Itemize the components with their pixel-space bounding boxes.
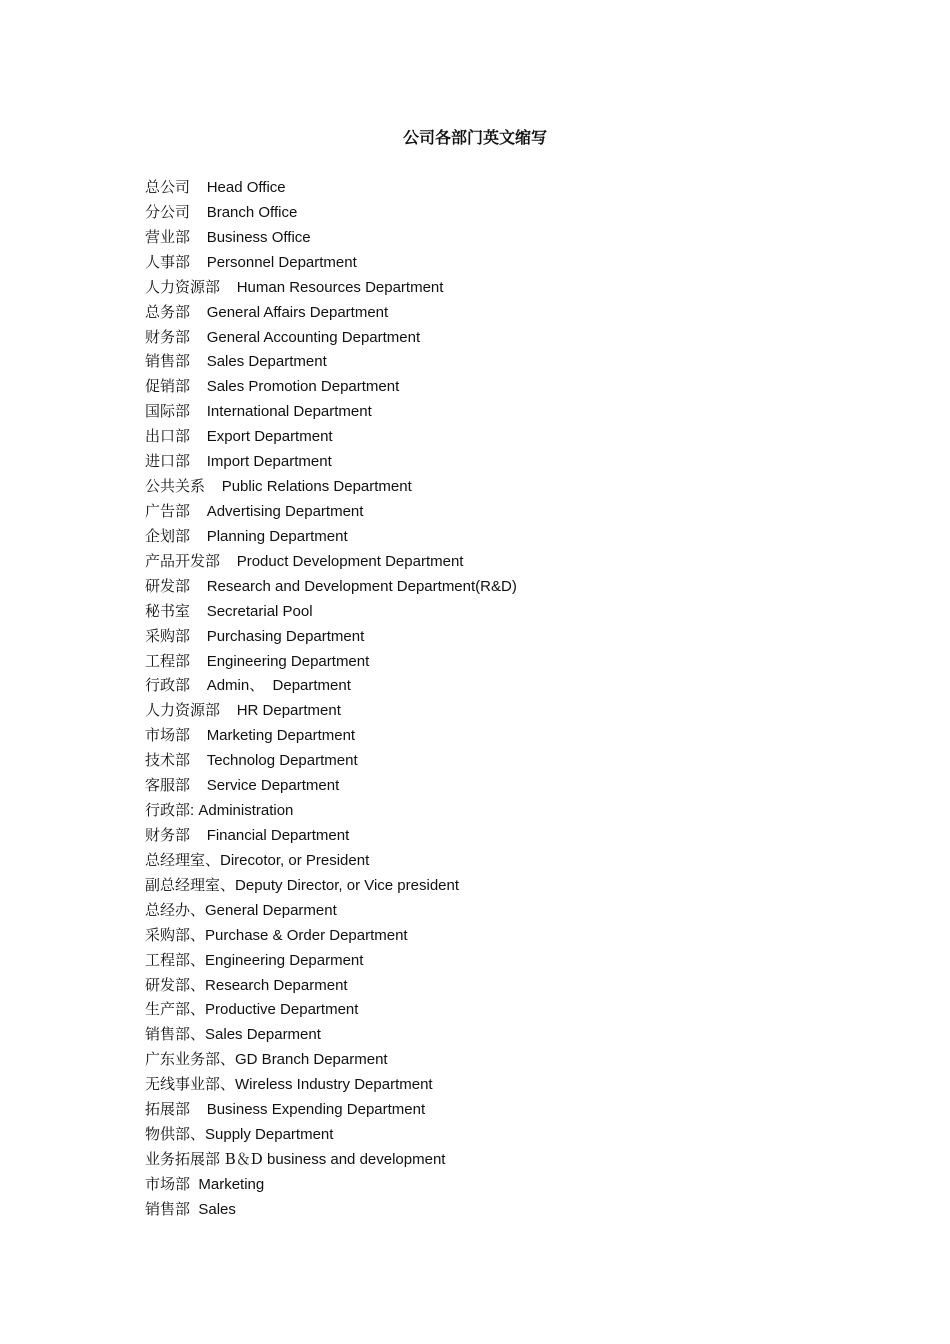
department-entry bbox=[145, 748, 845, 773]
department-name-en: Admin、 Department bbox=[206, 677, 351, 695]
department-entry bbox=[145, 325, 845, 350]
department-entry bbox=[145, 1097, 845, 1122]
department-name-en: business and development bbox=[267, 1150, 446, 1168]
entry-separator bbox=[190, 777, 207, 794]
entry-separator bbox=[190, 378, 207, 395]
entry-separator bbox=[190, 628, 207, 645]
department-entry bbox=[145, 549, 845, 574]
department-name-cn: 物供部、 bbox=[145, 1125, 206, 1144]
department-entry bbox=[145, 1197, 845, 1222]
department-name-cn: 总经办、 bbox=[145, 900, 206, 919]
department-name-en: Personnel Department bbox=[206, 253, 357, 271]
entry-separator bbox=[190, 353, 207, 370]
department-name-cn: 出口部 bbox=[145, 427, 191, 446]
department-name-en: Sales bbox=[198, 1200, 236, 1218]
entry-separator bbox=[190, 752, 207, 769]
department-name-en: Advertising Department bbox=[206, 502, 364, 520]
department-entry bbox=[145, 1047, 845, 1072]
department-name-en: Planning Department bbox=[206, 527, 348, 545]
entry-separator bbox=[190, 428, 207, 445]
department-name-en: Wireless Industry Department bbox=[235, 1076, 433, 1094]
department-name-cn: 采购部 bbox=[145, 626, 191, 645]
department-entry bbox=[145, 997, 845, 1022]
department-name-en: Direcotor, or President bbox=[220, 851, 370, 869]
department-name-en: Marketing bbox=[198, 1175, 265, 1193]
department-name-en: Public Relations Department bbox=[221, 478, 412, 496]
department-name-cn: 技术部 bbox=[145, 751, 191, 770]
department-name-en: Import Department bbox=[206, 453, 332, 471]
department-name-en: Sales Deparment bbox=[205, 1026, 321, 1044]
department-entry bbox=[145, 1147, 845, 1172]
department-entry bbox=[145, 873, 845, 898]
entry-separator bbox=[190, 503, 207, 520]
entry-separator bbox=[190, 179, 207, 196]
department-name-cn: 市场部 bbox=[145, 1174, 191, 1193]
department-name-cn: 研发部、 bbox=[145, 975, 206, 994]
department-name-cn: 企划部 bbox=[145, 526, 191, 545]
entry-separator bbox=[190, 677, 207, 694]
department-entry bbox=[145, 200, 845, 225]
department-name-en: Head Office bbox=[206, 179, 286, 196]
entry-separator bbox=[190, 727, 207, 744]
department-name-cn: 促销部 bbox=[145, 377, 191, 396]
entry-separator bbox=[220, 702, 237, 719]
entry-separator bbox=[190, 254, 207, 271]
department-entry bbox=[145, 275, 845, 300]
department-name-en: : Administration bbox=[190, 802, 294, 820]
department-entry bbox=[145, 1122, 845, 1147]
department-name-cn: 行政部 bbox=[145, 801, 191, 820]
department-name-en: Technolog Department bbox=[206, 752, 358, 770]
department-name-en: Product Development Department bbox=[236, 552, 464, 570]
department-entry bbox=[145, 698, 845, 723]
department-name-cn: 生产部、 bbox=[145, 1000, 206, 1019]
department-entry bbox=[145, 474, 845, 499]
department-name-cn: 人力资源部 bbox=[145, 277, 221, 296]
entry-separator bbox=[190, 304, 207, 321]
department-entry bbox=[145, 574, 845, 599]
department-name-cn: 财务部 bbox=[145, 327, 191, 346]
department-name-en: Purchase & Order Department bbox=[205, 926, 408, 944]
entry-separator bbox=[190, 229, 207, 246]
department-entry bbox=[145, 773, 845, 798]
department-name-en: Sales Department bbox=[206, 353, 327, 371]
department-entry bbox=[145, 798, 845, 823]
entry-separator bbox=[190, 403, 207, 420]
department-entry bbox=[145, 898, 845, 923]
department-name-en: HR Department bbox=[236, 702, 341, 720]
entry-separator bbox=[220, 279, 237, 296]
department-name-en: Engineering Deparment bbox=[205, 951, 364, 969]
department-name-cn: 人力资源部 bbox=[145, 701, 221, 720]
department-name-cn: 国际部 bbox=[145, 402, 191, 421]
department-name-en: Secretarial Pool bbox=[206, 602, 313, 620]
department-name-en: Human Resources Department bbox=[236, 278, 444, 296]
department-entry bbox=[145, 624, 845, 649]
department-entry bbox=[145, 175, 845, 200]
department-name-en: Productive Department bbox=[205, 1001, 359, 1019]
department-entry bbox=[145, 424, 845, 449]
entry-separator bbox=[190, 204, 207, 221]
department-entry bbox=[145, 374, 845, 399]
department-name-en: Business Expending Department bbox=[206, 1101, 426, 1119]
entry-separator bbox=[190, 528, 207, 545]
department-name-en: Purchasing Department bbox=[206, 627, 365, 645]
department-name-cn: 业务拓展部 B＆D bbox=[145, 1149, 263, 1168]
department-entry bbox=[145, 1072, 845, 1097]
entry-separator bbox=[190, 1101, 207, 1118]
department-name-cn: 分公司 bbox=[145, 202, 191, 221]
department-name-cn: 产品开发部 bbox=[145, 551, 221, 570]
department-name-cn: 销售部 bbox=[145, 352, 191, 371]
department-name-en: Service Department bbox=[206, 777, 340, 795]
entry-separator bbox=[190, 578, 207, 595]
department-name-cn: 行政部 bbox=[145, 676, 191, 695]
department-name-en: General Deparment bbox=[205, 901, 337, 919]
department-entry bbox=[145, 848, 845, 873]
department-entry bbox=[145, 649, 845, 674]
department-name-en: Sales Promotion Department bbox=[206, 378, 400, 396]
department-entry bbox=[145, 399, 845, 424]
department-name-cn: 营业部 bbox=[145, 227, 191, 246]
department-name-en: General Affairs Department bbox=[206, 303, 389, 321]
department-name-en: Research Deparment bbox=[205, 976, 348, 994]
department-entry bbox=[145, 499, 845, 524]
department-entry bbox=[145, 449, 845, 474]
department-entry bbox=[145, 225, 845, 250]
department-name-en: International Department bbox=[206, 403, 372, 421]
department-name-cn: 秘书室 bbox=[145, 601, 191, 620]
department-entry bbox=[145, 823, 845, 848]
department-name-en: GD Branch Deparment bbox=[235, 1051, 388, 1069]
department-name-cn: 销售部 bbox=[145, 1199, 191, 1218]
entry-separator bbox=[190, 653, 207, 670]
department-name-cn: 研发部 bbox=[145, 576, 191, 595]
department-list bbox=[145, 175, 845, 1222]
department-name-cn: 总务部 bbox=[145, 302, 191, 321]
department-entry bbox=[145, 250, 845, 275]
department-name-en: Engineering Department bbox=[206, 652, 370, 670]
document-title: 公司各部门英文缩写 bbox=[402, 128, 547, 147]
department-entry bbox=[145, 1022, 845, 1047]
entry-separator bbox=[220, 553, 237, 570]
department-entry bbox=[145, 349, 845, 374]
department-entry bbox=[145, 599, 845, 624]
department-name-cn: 广告部 bbox=[145, 501, 191, 520]
department-name-en: Branch Office bbox=[206, 203, 298, 221]
department-entry bbox=[145, 948, 845, 973]
department-name-cn: 总公司 bbox=[145, 178, 191, 196]
entry-separator bbox=[190, 827, 207, 844]
department-name-cn: 拓展部 bbox=[145, 1100, 191, 1119]
department-name-en: Export Department bbox=[206, 428, 333, 446]
department-name-en: General Accounting Department bbox=[206, 328, 421, 346]
department-name-cn: 副总经理室、 bbox=[145, 875, 236, 894]
department-name-en: Supply Department bbox=[205, 1126, 334, 1144]
department-name-cn: 市场部 bbox=[145, 726, 191, 745]
department-entry bbox=[145, 1172, 845, 1197]
department-entry bbox=[145, 973, 845, 998]
department-name-cn: 采购部、 bbox=[145, 925, 206, 944]
department-name-en: Business Office bbox=[206, 228, 311, 246]
department-name-cn: 广东业务部、 bbox=[145, 1050, 236, 1069]
department-entry bbox=[145, 524, 845, 549]
department-name-cn: 财务部 bbox=[145, 825, 191, 844]
department-entry bbox=[145, 723, 845, 748]
department-name-en: Marketing Department bbox=[206, 727, 356, 745]
entry-separator bbox=[190, 329, 207, 346]
department-name-cn: 客服部 bbox=[145, 776, 191, 795]
department-name-cn: 销售部、 bbox=[145, 1025, 206, 1044]
department-entry bbox=[145, 300, 845, 325]
department-name-cn: 工程部、 bbox=[145, 950, 206, 969]
entry-separator bbox=[190, 603, 207, 620]
department-name-cn: 无线事业部、 bbox=[145, 1075, 236, 1094]
department-name-en: Research and Development Department(R&D) bbox=[206, 577, 517, 595]
entry-separator bbox=[190, 453, 207, 470]
department-entry bbox=[145, 673, 845, 698]
department-name-cn: 人事部 bbox=[145, 252, 191, 271]
department-name-en: Financial Department bbox=[206, 826, 350, 844]
department-name-en: Deputy Director, or Vice president bbox=[235, 876, 460, 894]
department-name-cn: 工程部 bbox=[145, 651, 191, 670]
entry-separator bbox=[205, 478, 222, 495]
department-entry bbox=[145, 923, 845, 948]
department-name-cn: 进口部 bbox=[145, 452, 191, 471]
department-name-cn: 总经理室、 bbox=[145, 850, 221, 869]
department-name-cn: 公共关系 bbox=[145, 477, 206, 496]
